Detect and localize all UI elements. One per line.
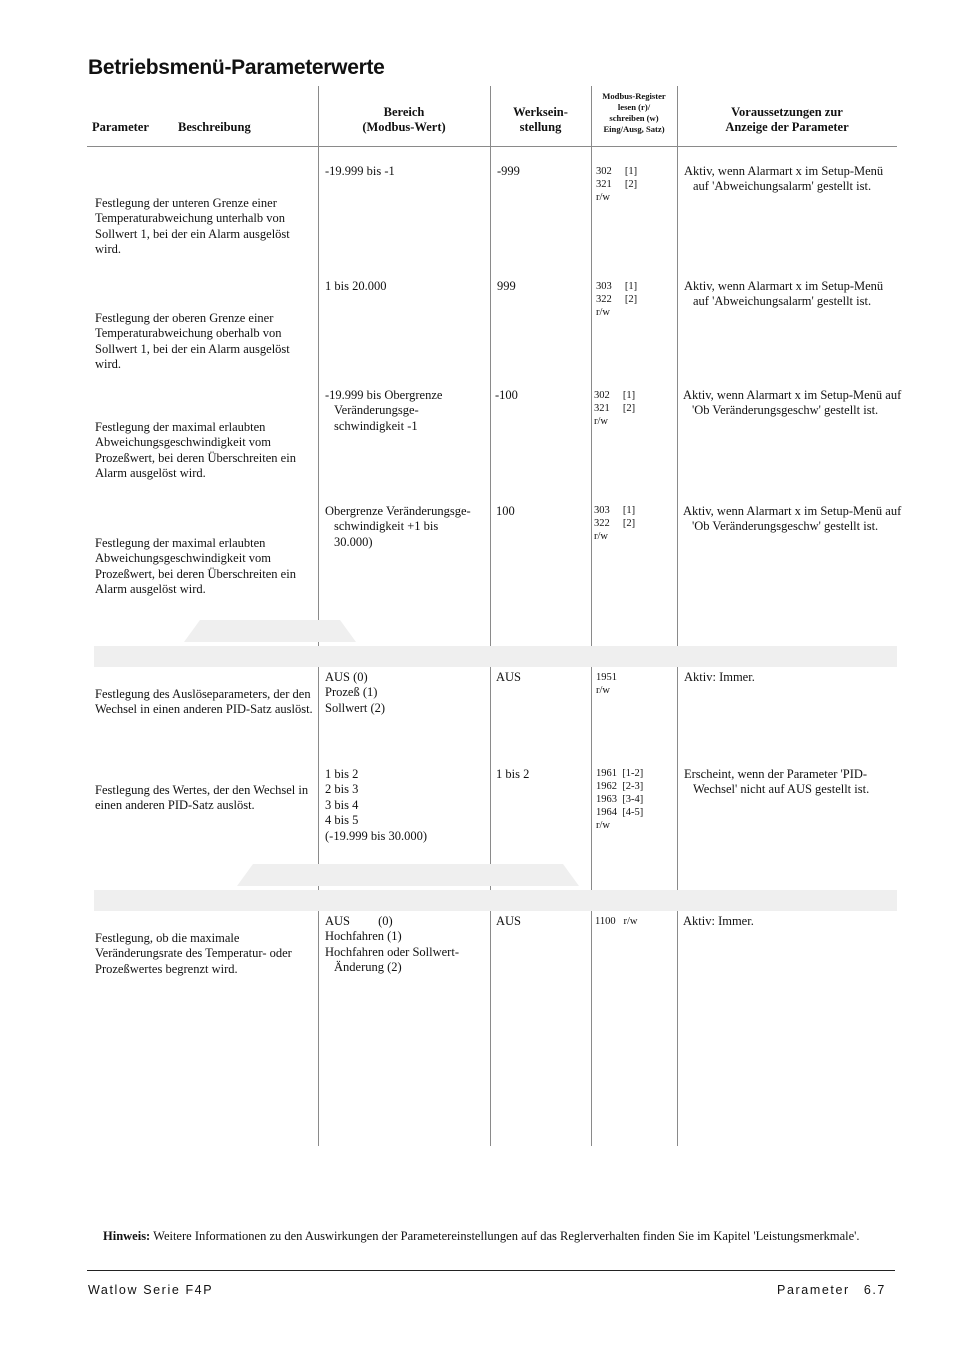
row-default: AUS: [496, 914, 522, 928]
row-range: Obergrenze Veränderungsge-schwindigkeit +1 bis 30.000): [325, 504, 471, 549]
header-rule: [87, 146, 897, 147]
row-default: -999: [497, 164, 520, 178]
row-modbus: 1100 r/w: [595, 916, 638, 927]
row-description: Festlegung des Auslöseparameters, der den Wechsel in einen anderen PID-Satz auslöst.: [95, 687, 313, 717]
column-divider: [318, 86, 319, 1146]
row-condition: Aktiv, wenn Alarmart x im Setup-Menü auf 'Abweichungsalarm' gestellt ist.: [684, 279, 884, 309]
header-parameter: Parameter: [92, 120, 149, 134]
row-modbus: 302 [1] 321 [2] r/w: [596, 166, 638, 203]
row-modbus: 302 [1] 321 [2] r/w: [594, 390, 636, 427]
header-modbus: Modbus-Register lesen (r)/ schreiben (w) Eing/Ausg, Satz): [602, 91, 666, 134]
row-condition: Erscheint, wenn der Parameter 'PID-Wechsel' nicht auf AUS gestellt ist.: [684, 767, 870, 797]
column-divider: [490, 86, 491, 1146]
header-bereich: Bereich (Modbus-Wert): [362, 105, 446, 134]
section-band: [94, 646, 897, 667]
column-divider: [591, 86, 592, 1146]
note-text: Weitere Informationen zu den Auswirkungen der Parametereinstellungen auf das Reglerverhalten finden Sie im Kapitel 'Leistungsmerkmale'.: [153, 1229, 860, 1243]
row-condition: Aktiv: Immer.: [683, 914, 754, 928]
row-description: Festlegung der maximal erlaubten Abweichungsgeschwindigkeit vom Prozeßwert, bei deren Überschreiten ein Alarm ausgelöst wird.: [95, 536, 296, 597]
footer-rule: [87, 1270, 895, 1271]
row-modbus: 1951 r/w: [596, 672, 617, 696]
row-description: Festlegung der maximal erlaubten Abweichungsgeschwindigkeit vom Prozeßwert, bei deren Überschreiten ein Alarm ausgelöst wird.: [95, 420, 296, 481]
footer-page: 6.7: [863, 1283, 886, 1297]
footer-left: Watlow Serie F4P: [88, 1283, 214, 1297]
page-title: Betriebsmenü-Parameterwerte: [88, 56, 385, 79]
section-band: [94, 890, 897, 911]
row-condition: Aktiv, wenn Alarmart x im Setup-Menü auf 'Ob Veränderungsgeschw' gestellt ist.: [683, 504, 902, 534]
note: [88, 1229, 888, 1244]
footer-right: [777, 1283, 886, 1297]
note-label: Hinweis:: [103, 1229, 151, 1243]
row-default: 100: [496, 504, 515, 518]
row-range: -19.999 bis -1: [325, 164, 395, 178]
row-condition: Aktiv: Immer.: [684, 670, 755, 684]
row-description: Festlegung der oberen Grenze einer Temperaturabweichung oberhalb von Sollwert 1, bei der ein Alarm ausgelöst wird.: [95, 311, 290, 372]
header-werkseinstellung: Werksein- stellung: [513, 105, 568, 134]
row-range: -19.999 bis Obergrenze Veränderungsge-schwindigkeit -1: [325, 388, 443, 433]
row-default: AUS: [496, 670, 522, 684]
row-range: 1 bis 20.000: [325, 279, 387, 293]
row-range: AUS (0) Prozeß (1) Sollwert (2): [325, 670, 386, 715]
column-divider: [677, 86, 678, 1146]
header-beschreibung: Beschreibung: [178, 120, 251, 134]
row-description: Festlegung des Wertes, der den Wechsel in einen anderen PID-Satz auslöst.: [95, 783, 309, 813]
row-default: 999: [497, 279, 516, 293]
row-condition: Aktiv, wenn Alarmart x im Setup-Menü auf 'Abweichungsalarm' gestellt ist.: [684, 164, 884, 194]
footer-section: Parameter: [777, 1283, 850, 1297]
row-modbus: 303 [1] 322 [2] r/w: [594, 505, 636, 542]
row-default: -100: [495, 388, 518, 402]
section-tab: [200, 620, 340, 642]
row-default: 1 bis 2: [496, 767, 530, 781]
row-modbus: 303 [1] 322 [2] r/w: [596, 281, 638, 318]
row-condition: Aktiv, wenn Alarmart x im Setup-Menü auf 'Ob Veränderungsgeschw' gestellt ist.: [683, 388, 902, 418]
header-voraussetzungen: Voraussetzungen zur Anzeige der Parameter: [725, 105, 849, 134]
row-range: AUS (0) Hochfahren (1) Hochfahren oder Sollwert-Änderung (2): [325, 914, 459, 975]
row-modbus: 1961 [1-2] 1962 [2-3] 1963 [3-4] 1964 [4-5] r/w: [596, 768, 644, 831]
row-description: Festlegung der unteren Grenze einer Temperaturabweichung unterhalb von Sollwert 1, bei der ein Alarm ausgelöst wird.: [95, 196, 290, 257]
section-tab: [253, 864, 563, 886]
row-range: 1 bis 2 2 bis 3 3 bis 4 4 bis 5 (-19.999 bis 30.000): [325, 767, 428, 843]
row-description: Festlegung, ob die maximale Veränderungsrate des Temperatur- oder Prozeßwertes begrenzt wird.: [95, 931, 292, 976]
